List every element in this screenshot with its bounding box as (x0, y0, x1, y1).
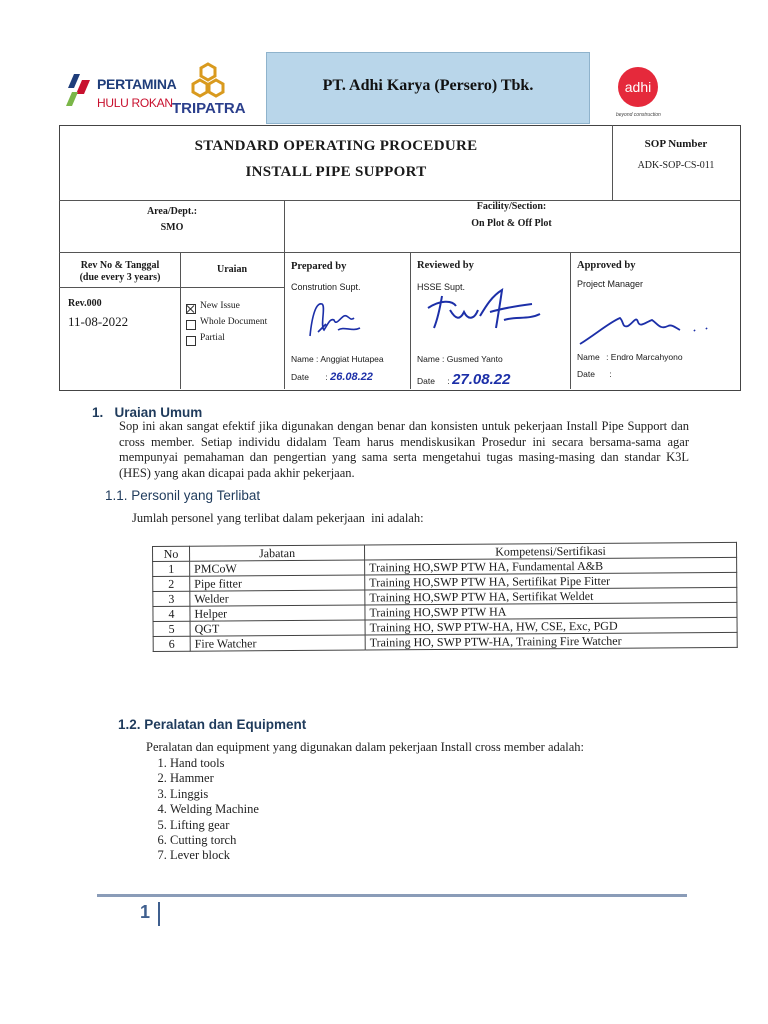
company-name: PT. Adhi Karya (Persero) Tbk. (322, 77, 534, 94)
row-no: 2 (153, 576, 190, 591)
pertamina-name: PERTAMINA (97, 76, 177, 92)
new-issue-checkbox[interactable] (186, 304, 196, 314)
approved-date-row: Date : (577, 369, 612, 379)
list-item: 6. Cutting torch (170, 833, 259, 848)
row-kompetensi: Training HO,SWP PTW HA, Fundamental A&B (365, 557, 737, 575)
facility-value: On Plot & Off Plot (471, 218, 552, 229)
reviewed-name-row: Name : Gusmed Yanto (417, 354, 503, 364)
row-kompetensi: Training HO, SWP PTW-HA, Training Fire Watcher (365, 632, 737, 650)
reviewed-name-label: Name (417, 354, 440, 364)
row-jabatan: Pipe fitter (190, 575, 365, 591)
list-item: 7. Lever block (170, 848, 259, 863)
list-item: 4. Welding Machine (170, 802, 259, 817)
tripatra-name: TRIPATRA (172, 100, 246, 117)
company-banner (266, 52, 590, 124)
table-row (153, 632, 737, 651)
personnel-table (152, 542, 738, 652)
partial-label: Partial (200, 333, 225, 343)
sop-title: STANDARD OPERATING PROCEDURE (194, 138, 478, 154)
facility-label: Facility/Section: (476, 201, 547, 212)
table-divider (59, 287, 285, 288)
row-kompetensi: Training HO, SWP PTW-HA, HW, CSE, Exc, PGD (365, 617, 737, 635)
row-no: 4 (153, 606, 190, 621)
pertamina-logo-icon (66, 72, 94, 108)
sop-number-label: SOP Number (644, 138, 708, 150)
approved-name-label: Name (577, 352, 600, 362)
section-1-paragraph: Sop ini akan sangat efektif jika digunakan dengan benar dan konsisten untuk pekerjaan Install Pipe Support dan cross member. Setiap individu didalam Team harus mendiskusikan Prosedur ini secara bersama-sama agar mempunyai pemahaman dan pengertian yang sama serta mengetahui tugas masing-masing dan standar K3L (HES) yang akan dicapai pada akhir pekerjaan. (119, 419, 689, 480)
reviewed-by-role: HSSE Supt. (417, 282, 466, 292)
list-item: 5. Lifting gear (170, 818, 259, 833)
row-no: 6 (153, 636, 190, 651)
uraian-header: Uraian (217, 264, 247, 275)
rev-header-line2: (due every 3 years) (79, 272, 161, 283)
partial-checkbox[interactable] (186, 336, 196, 346)
row-jabatan: PMCoW (190, 560, 365, 576)
approved-name-row: Name : Endro Marcahyono (577, 352, 683, 362)
prepared-name: Anggiat Hutapea (320, 354, 384, 364)
reviewed-name: Gusmed Yanto (446, 354, 503, 364)
area-value: SMO (160, 222, 184, 233)
prepared-by-header: Prepared by (291, 261, 347, 272)
whole-document-checkbox[interactable] (186, 320, 196, 330)
rev-number: Rev.000 (68, 298, 102, 309)
approved-date-label: Date (577, 369, 595, 379)
reviewed-date: 27.08.22 (452, 371, 511, 388)
rev-header-line1: Rev No & Tanggal (80, 260, 160, 271)
header-kompetensi: Kompetensi/Sertifikasi (364, 542, 736, 560)
approved-by-header: Approved by (577, 260, 636, 271)
row-jabatan: Welder (190, 590, 365, 606)
row-no: 5 (153, 621, 190, 636)
prepared-date-row: Date : 26.08.22 (291, 371, 373, 383)
tripatra-logo-icon (190, 62, 226, 100)
rev-header (60, 260, 180, 284)
reviewed-date-row: Date : 27.08.22 (417, 371, 511, 388)
table-divider (284, 252, 285, 389)
new-issue-label: New Issue (200, 301, 240, 311)
reviewed-signature-icon (420, 286, 550, 336)
section-1-2-heading: 1.2. Peralatan dan Equipment (118, 717, 307, 732)
section-1-1-heading: 1.1. Personil yang Terlibat (105, 488, 261, 503)
section-1-2-intro: Peralatan dan equipment yang digunakan dalam pekerjaan Install cross member adalah: (146, 740, 585, 754)
row-jabatan: Helper (190, 605, 365, 621)
sop-number-value: ADK-SOP-CS-011 (637, 160, 715, 171)
prepared-by-role: Constrution Supt. (291, 282, 361, 292)
prepared-name-label: Name (291, 354, 314, 364)
whole-document-label: Whole Document (200, 317, 268, 327)
page-number: 1 (140, 902, 151, 922)
prepared-signature-icon (300, 296, 380, 342)
rev-date: 11-08-2022 (68, 314, 129, 329)
row-kompetensi: Training HO,SWP PTW HA (365, 602, 737, 620)
row-jabatan: QGT (190, 620, 365, 636)
footer-divider (97, 894, 687, 897)
pertamina-subname: HULU ROKAN (97, 96, 173, 110)
equipment-list (146, 756, 259, 864)
table-divider (59, 252, 740, 253)
list-item: 2. Hammer (170, 771, 259, 786)
reviewed-by-header: Reviewed by (417, 260, 474, 271)
adhi-tagline: beyond construction (616, 112, 661, 118)
approved-by-role: Project Manager (577, 279, 644, 289)
page-number-bar (158, 902, 160, 926)
approved-name: Endro Marcahyono (610, 352, 683, 362)
section-1-heading: 1. Uraian Umum (92, 405, 203, 420)
prepared-name-row: Name : Anggiat Hutapea (291, 354, 384, 364)
list-item: 1. Hand tools (170, 756, 259, 771)
row-no: 1 (153, 561, 190, 576)
section-1-1-intro: Jumlah personel yang terlibat dalam pekerjaan ini adalah: (132, 511, 424, 525)
header-no: No (153, 546, 190, 561)
reviewed-date-label: Date (417, 376, 435, 386)
header-jabatan: Jabatan (190, 545, 365, 561)
sop-subtitle: INSTALL PIPE SUPPORT (245, 164, 427, 180)
table-divider (410, 252, 411, 389)
row-kompetensi: Training HO,SWP PTW HA, Sertifikat Pipe Fitter (365, 572, 737, 590)
list-item: 3. Linggis (170, 787, 259, 802)
area-label: Area/Dept.: (146, 206, 198, 217)
row-no: 3 (153, 591, 190, 606)
prepared-date-label: Date (291, 372, 309, 382)
table-divider (570, 252, 571, 389)
approved-signature-icon (576, 308, 716, 348)
row-kompetensi: Training HO,SWP PTW HA, Sertifikat Weldet (365, 587, 737, 605)
adhi-logo-icon: adhi (618, 67, 658, 107)
prepared-date: 26.08.22 (330, 371, 373, 383)
row-jabatan: Fire Watcher (190, 635, 365, 651)
